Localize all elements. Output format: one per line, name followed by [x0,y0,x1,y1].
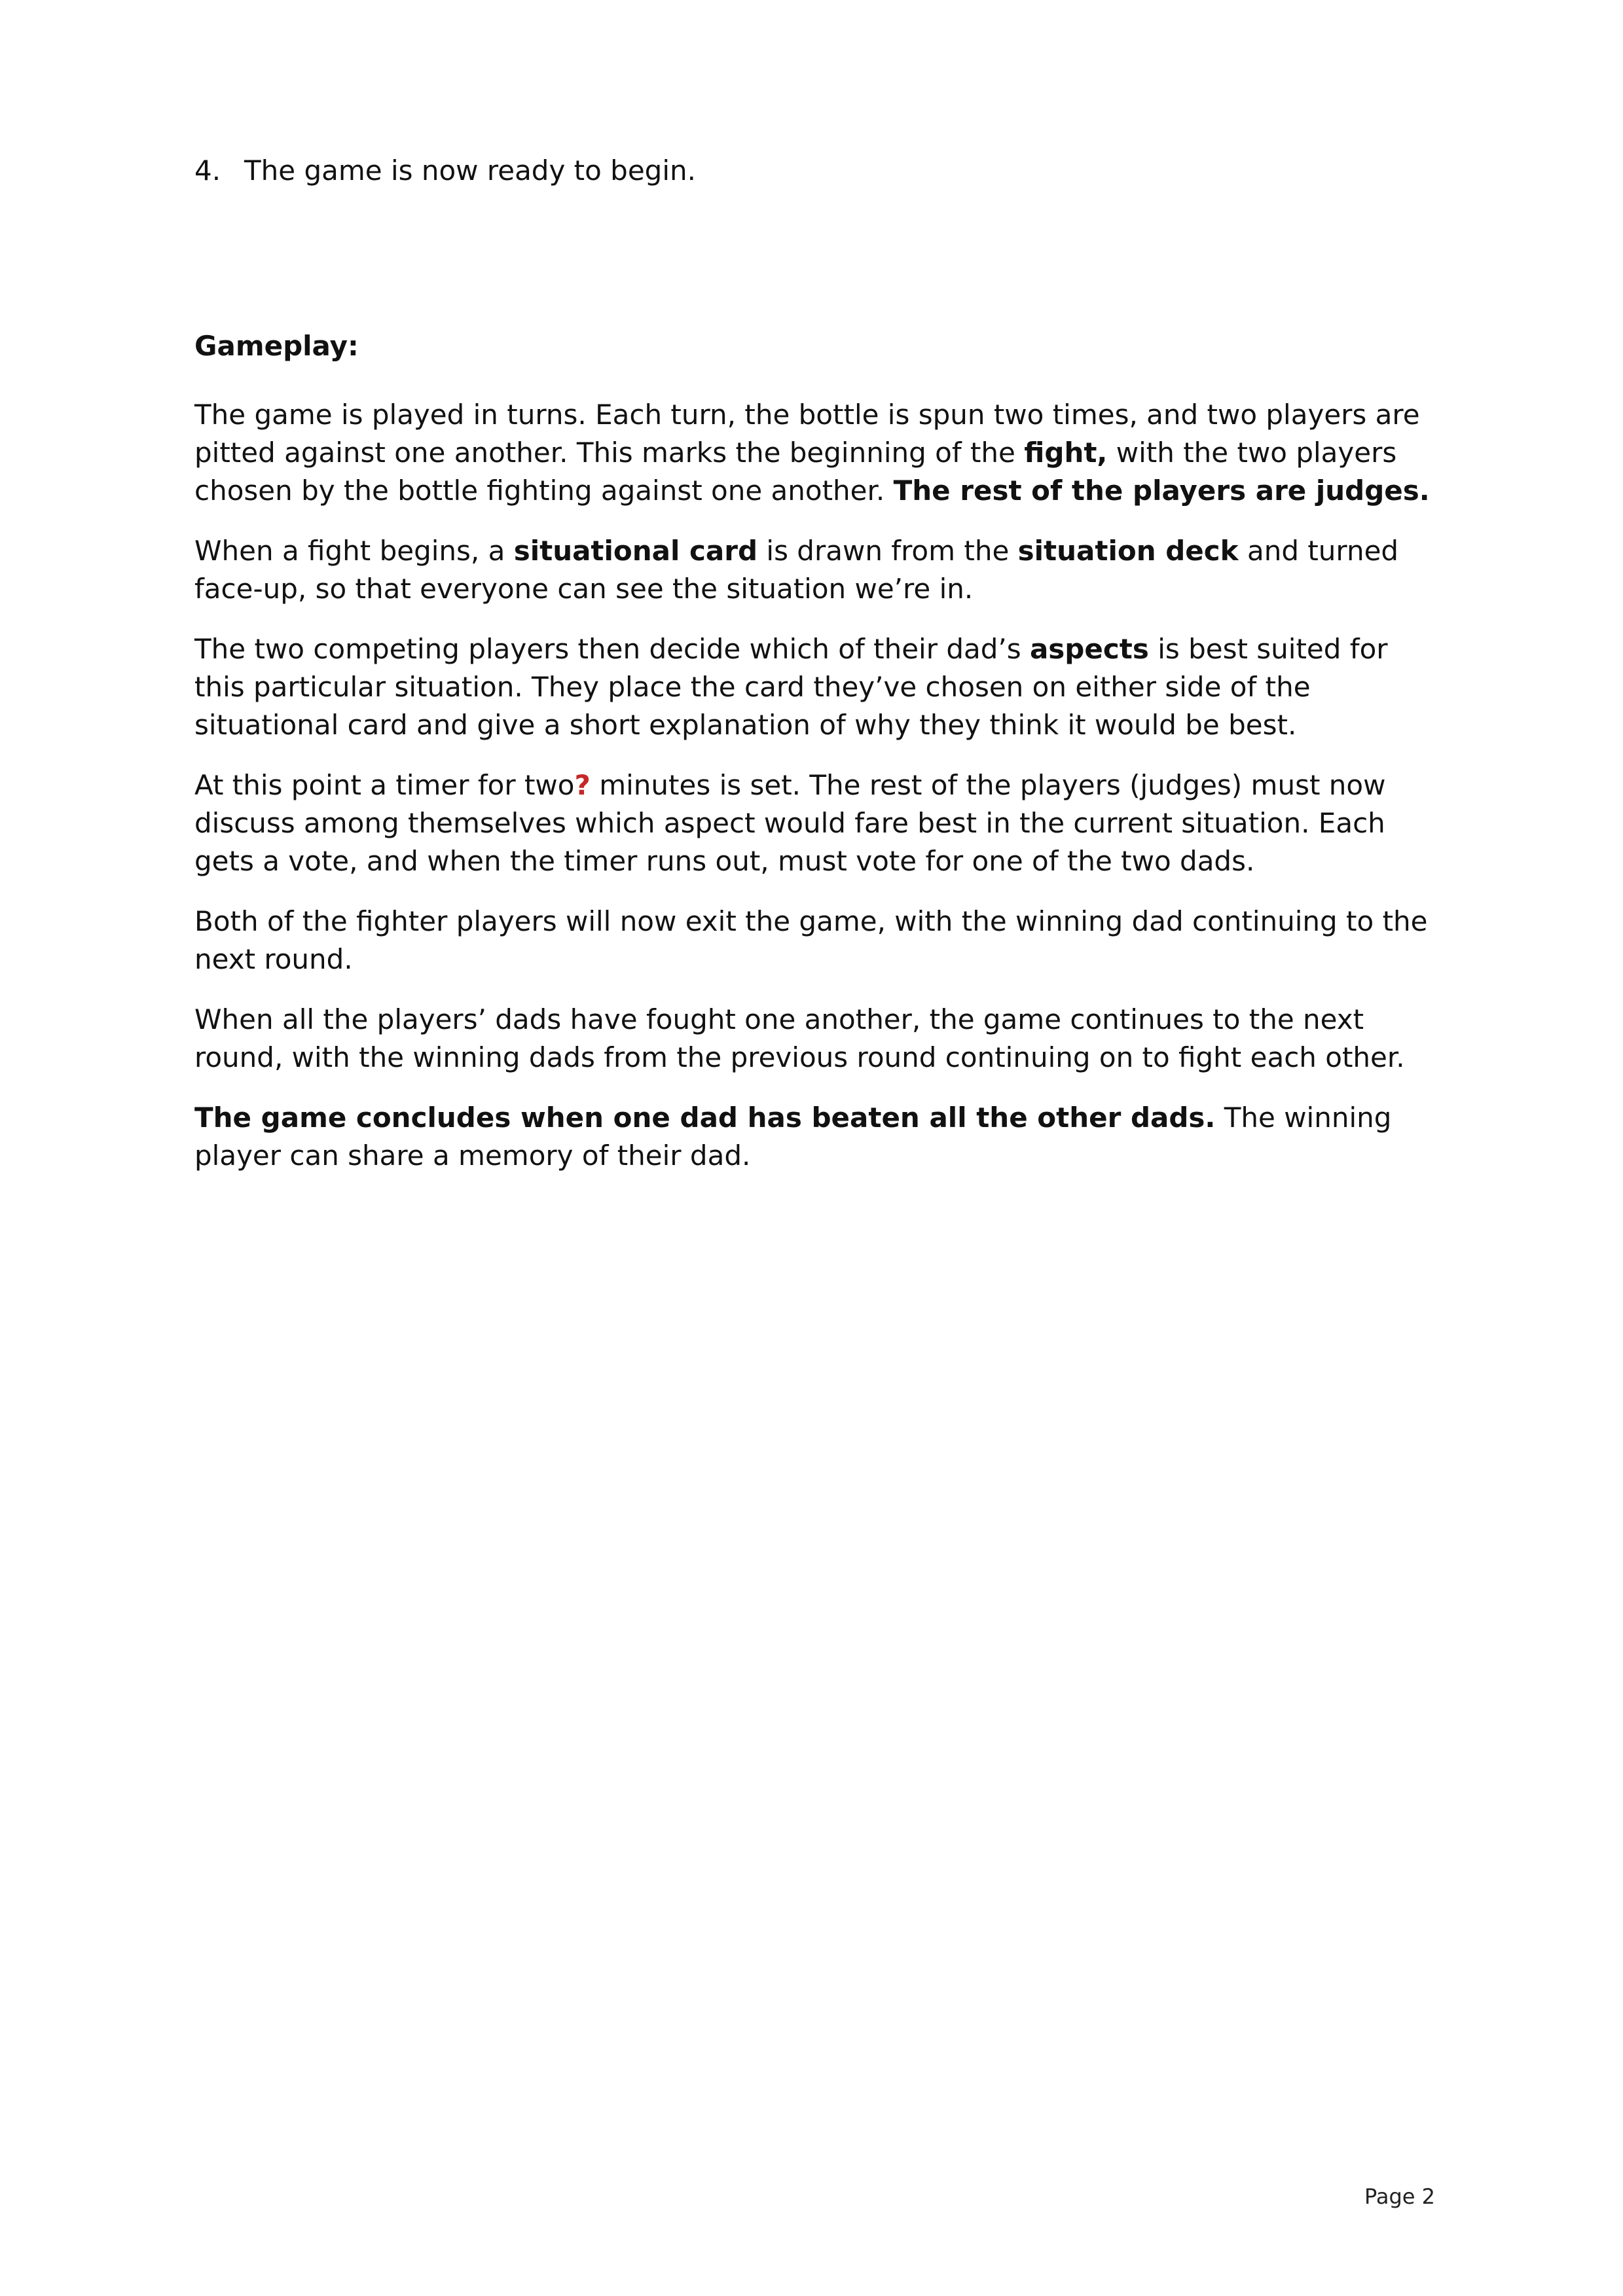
question-mark-icon: ? [574,769,591,801]
text-run: with the two players chosen by the bottle fighting against one another. [194,437,1397,507]
text-run: At this point a timer for two [194,769,575,801]
text-run: The game is played in turns. Each turn, the bottle is spun two times, and two players are pitted against one another. This marks the beginning of the [194,399,1420,469]
gameplay-heading: Gameplay: [194,330,359,362]
paragraph-exit: Both of the fighter players will now exit the game, with the winning dad continuing to the next round. [194,905,1428,975]
text-run: is drawn from the [757,535,1018,567]
text-run: When a fight begins, a [194,535,514,567]
page-content [194,152,1438,1172]
bold-situation-deck: situation deck [1017,535,1239,567]
bold-situational-card: situational card [513,535,758,567]
text-run: and turned face-up, so that everyone can see the situation we’re in. [194,535,1399,605]
paragraph-timer [194,766,1438,880]
bold-judges: The rest of the players are judges. [893,475,1430,507]
paragraph-fight-begins [194,532,1438,608]
gameplay-body [194,396,1438,1197]
list-number: 4. [194,154,221,187]
paragraph-aspects [194,630,1438,744]
text-run: The winning player can share a memory of their dad. [194,1102,1392,1172]
page-number: Page 2 [1364,2184,1435,2209]
list-item-4 [194,152,1438,190]
text-run: is best suited for this particular situation. They place the card they’ve chosen on either side of the situational card and give a short explanation of why they think it would be best. [194,633,1388,741]
paragraph-turns [194,396,1438,510]
paragraph-conclusion [194,1099,1438,1175]
bold-fight: fight, [1024,437,1108,469]
list-text: The game is now ready to begin. [244,154,696,187]
paragraph-next-round: When all the players’ dads have fought one another, the game continues to the next round, with the winning dads from the previous round continuing on to fight each other. [194,1003,1405,1073]
bold-aspects: aspects [1029,633,1149,665]
text-run: The two competing players then decide which of their dad’s [194,633,1030,665]
text-run: minutes is set. The rest of the players (judges) must now discuss among themselves which aspect would fare best in the current situation. Each gets a vote, and when the timer runs out, must vote for one of the two dads. [194,769,1386,877]
bold-conclusion: The game concludes when one dad has beaten all the other dads. [194,1102,1216,1134]
